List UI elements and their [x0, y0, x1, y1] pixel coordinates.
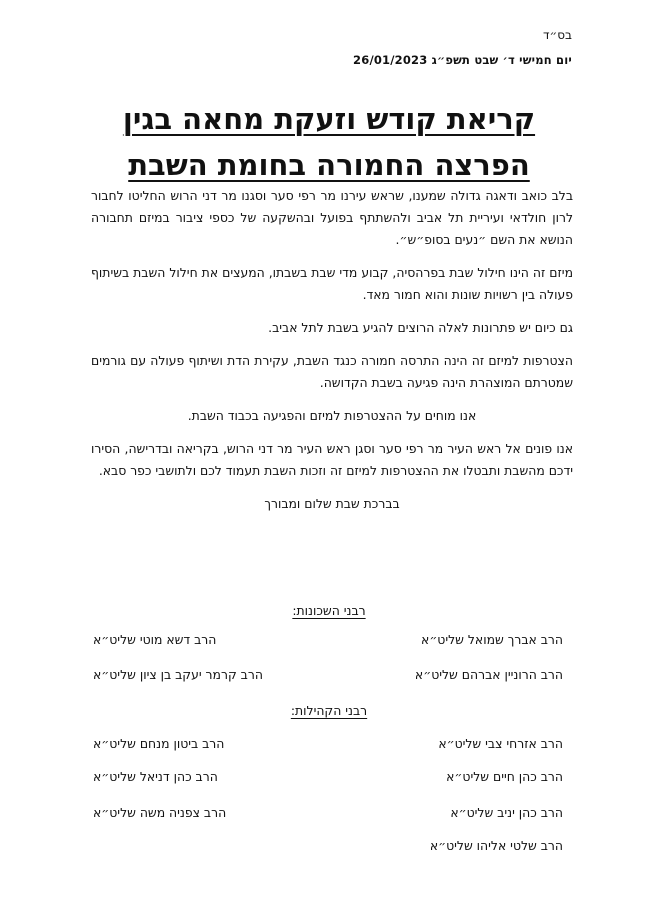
title-line-2: הפרצה החמורה בחומת השבת: [128, 148, 530, 182]
closing-blessing: בברכת שבת שלום ומבורך: [264, 496, 400, 511]
paragraph-5: אנו מוחים על ההצטרפות למיזם והפגיעה בכבוד השבת.: [187, 408, 477, 423]
signatory: הרב כהן דניאל שליט״א: [93, 769, 218, 784]
signatory: הרב כהן חיים שליט״א: [446, 769, 563, 784]
neighborhood-rabbis-title: רבני השכונות:: [292, 603, 366, 618]
signatory: הרב ביטון מנחם שליט״א: [93, 736, 225, 751]
community-rabbis-title: רבני הקהילות:: [290, 703, 368, 718]
document-date: יום חמישי ד׳ שבט תשפ״ג 26/01/2023: [353, 53, 572, 67]
signatory: הרב שלטי אליהו שליט״א: [429, 838, 563, 853]
title-line-1: קריאת קודש וזעקת מחאה בגין: [122, 102, 536, 136]
paragraph-6: אנו פונים אל ראש העיר מר רפי סער וסגן ראש העיר מר דני הרוש, בקריאה ובדרישה, הסירו ידכם מהשבת ותבטלו את ההצטרפות למיזם זה וזכות השבת תעמוד לכם ולתושבי כפר סבא.: [91, 441, 573, 478]
bsd-mark: בס״ד: [542, 28, 572, 42]
signatory: הרב צפניה משה שליט״א: [93, 805, 227, 820]
signatory: הרב כהן יניב שליט״א: [450, 805, 563, 820]
signatory: הרב אזרחי צבי שליט״א: [438, 736, 563, 751]
paragraph-1: בלב כואב ודאגה גדולה שמענו, שראש עירנו מר רפי סער וסגנו מר דני הרוש החליטו לחבור לרון חולדאי ועיריית תל אביב ולהשתתף בפועל ובהשקעה של כספי ציבור במיזם תחבורה הנושא את השם ״נעים בסופ״ש״.: [91, 188, 573, 247]
signatory: הרב דשא מוטי שליט״א: [93, 632, 217, 647]
document-body: [91, 185, 573, 526]
paragraph-3: גם כיום יש פתרונות לאלה הרוצים להגיע בשבת לתל אביב.: [268, 320, 573, 335]
paragraph-2: מיזם זה הינו חילול שבת בפרהסיה, קבוע מדי שבת בשבתו, המעצים את חילול השבת בשיתוף פעולה בין רשויות שונות והוא חמור מאד.: [91, 265, 573, 302]
paragraph-4: הצטרפות למיזם זה הינה התרסה חמורה כנגד השבת, עקירת הדת ושיתוף פעולה עם גורמים שמטרתם המוצהרת הינה פגיעה בשבת הקדושה.: [91, 353, 573, 390]
signatory: הרב קרמר יעקב בן ציון שליט״א: [93, 667, 263, 682]
signatory: הרב הרוניין אברהם שליט״א: [414, 667, 563, 682]
signatory: הרב אברך שמואל שליט״א: [421, 632, 563, 647]
document-title: [0, 96, 658, 188]
